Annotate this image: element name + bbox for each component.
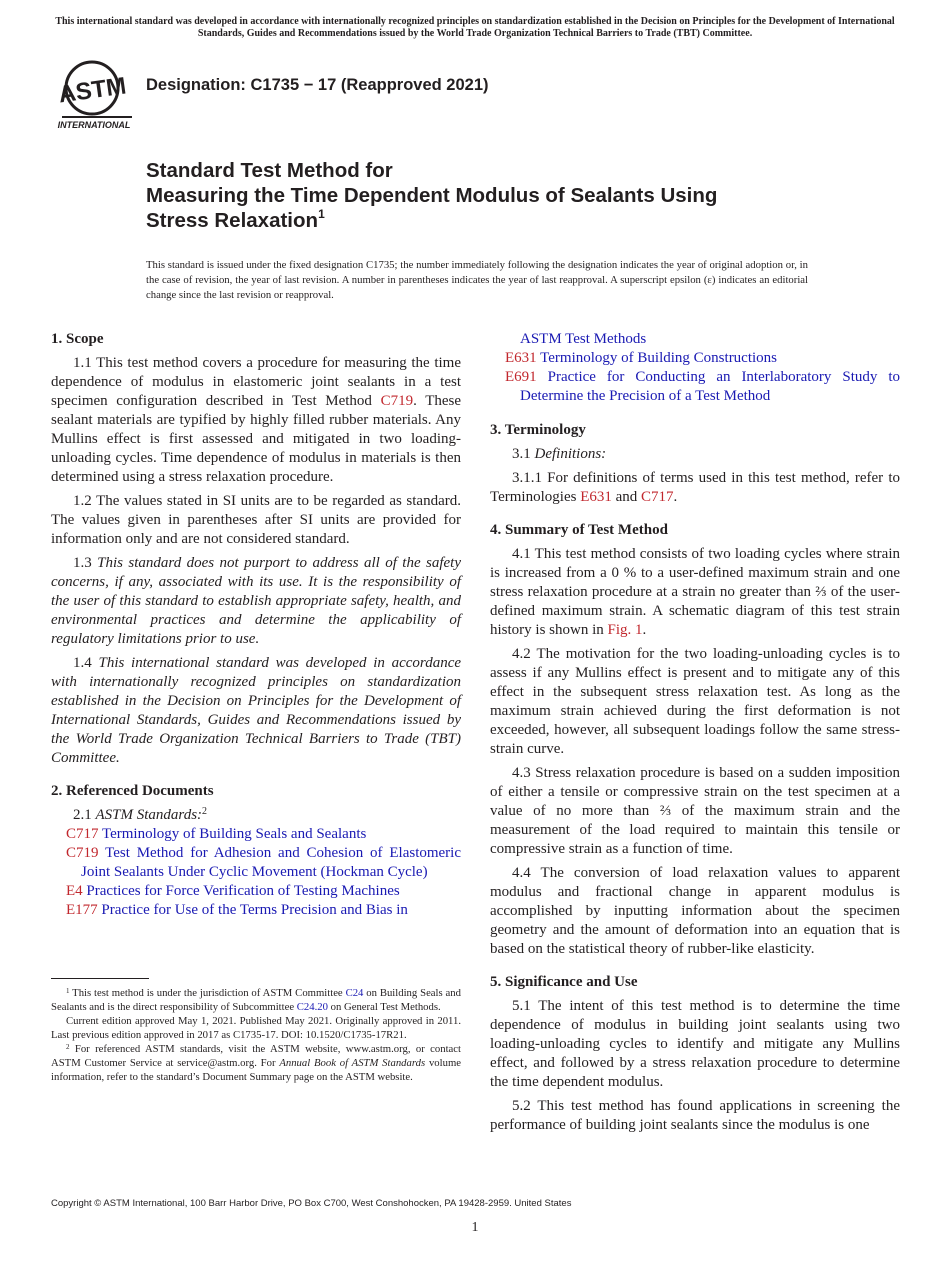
footnote-text: on General Test Methods.	[327, 1001, 441, 1013]
paragraph-text: This standard does not purport to address all of the safety concerns, if any, associated with its use. It is the responsibility of the user of this standard to establish appropriate safety, health, and environmental practices and determine the applicability of regulatory limitations prior to use.	[51, 555, 462, 647]
paragraph-3-1	[490, 445, 900, 464]
reference-list	[51, 825, 461, 920]
reference-code[interactable]: E177	[66, 902, 98, 918]
designation: Designation: C1735 − 17 (Reapproved 2021)	[146, 76, 489, 94]
tbt-notice: This international standard was developed in accordance with internationally recognized principles on standardization established in the Decision on Principles for the Development of International Standards, Guides and Recommendations issued by the World Trade Organization Technical Barriers to Trade (TBT) Committee.	[55, 16, 895, 39]
reference-item[interactable]	[51, 882, 461, 901]
paragraph-1-2: 1.2 The values stated in SI units are to be regarded as standard. The values given in parentheses after SI units are provided for information only and are not considered standard.	[51, 493, 461, 547]
copyright-line: Copyright © ASTM International, 100 Barr Harbor Drive, PO Box C700, West Conshohocken, PA 19428-2959. United States	[51, 1198, 572, 1209]
section-heading-referenced: 2. Referenced Documents	[51, 783, 214, 799]
reference-list-continued	[490, 330, 900, 406]
paragraph-text: ASTM Standards:	[95, 807, 203, 823]
paragraph-1-3	[51, 554, 461, 649]
paragraph-text: 3.1.1 For definitions of terms used in this test method, refer to Terminologies	[490, 470, 900, 505]
paragraph-number: 1.4	[73, 655, 99, 671]
document-title	[146, 158, 906, 233]
issuance-statement: This standard is issued under the fixed designation C1735; the number immediately following the designation indicates the year of original adoption or, in the case of revision, the year of last revision. A number in parentheses indicates the year of last reapproval. A superscript epsilon (ε) indicates an editorial change since the last revision or reapproval.	[146, 259, 808, 301]
reference-item[interactable]	[490, 368, 900, 406]
footnote-current-edition: Current edition approved May 1, 2021. Published May 2021. Originally approved in 2011. Last previous edition approved in 2017 as C1735-17. DOI: 10.1520/C1735-17R21.	[51, 1015, 461, 1041]
title-line-3-text: Stress Relaxation	[146, 209, 319, 232]
paragraph-text: . These sealant materials are typified by highly filled rubber materials. Any Mullins effect is first assessed and mitigated in two loading-unloading cycles. Time dependence of modulus in materials is then determined using a stress relaxation procedure.	[51, 393, 462, 485]
reference-item-continued[interactable]	[490, 330, 900, 349]
paragraph-text: 1.1 This test method covers a procedure for measuring the time dependence of modulus in elastomeric joint sealants in a test specimen configuration described in Test Method	[51, 355, 461, 409]
astm-logo	[54, 58, 134, 132]
footnotes	[51, 986, 461, 1084]
footnote-text: For referenced ASTM standards, visit the ASTM website, www.astm.org, or contact ASTM Customer Service at service@astm.org. For	[51, 1043, 461, 1069]
paragraph-4-2: 4.2 The motivation for the two loading-unloading cycles is to assess if any Mullins effect is present and to mitigate any of this effect in the subsequent stress relaxation test. As long as the maximum strain achieved during the first deformation is not exceeded, however, all subsequent loadings follow the same stress-strain curve.	[490, 646, 900, 757]
title-line-2: Measuring the Time Dependent Modulus of Sealants Using	[146, 184, 718, 207]
paragraph-number: 2.1	[73, 807, 96, 823]
footnote-mark-2[interactable]: 2	[202, 806, 208, 817]
reference-title[interactable]: Practices for Force Verification of Testing Machines	[86, 883, 400, 899]
paragraph-4-1	[490, 545, 900, 640]
paragraph-number: 1.3	[73, 555, 98, 571]
paragraph-1-4	[51, 654, 461, 768]
paragraph-1-1	[51, 354, 461, 487]
paragraph-text: .	[673, 489, 678, 505]
reference-code[interactable]: E631	[505, 350, 537, 366]
section-heading-terminology: 3. Terminology	[490, 422, 586, 438]
paragraph-text: and	[611, 489, 642, 505]
reference-title[interactable]: ASTM Test Methods	[520, 331, 647, 347]
footnote-text: volume information, refer to the standard’s Document Summary page on the ASTM website.	[51, 1057, 461, 1083]
svg-text:INTERNATIONAL: INTERNATIONAL	[57, 120, 131, 130]
title-line-3	[146, 208, 906, 233]
paragraph-number: 3.1	[512, 446, 535, 462]
paragraph-5-2: 5.2 This test method has found applications in screening the performance of building joint sealants since the modulus is one	[490, 1098, 900, 1133]
svg-text:ASTM: ASTM	[56, 72, 128, 109]
paragraph-text: This international standard was developed in accordance with internationally recognized principles on standardization established in the Decision on Principles for the Development of International Standards, Guides and Recommendations issued by the World Trade Organization Technical Barriers to Trade (TBT) Committee.	[51, 655, 462, 766]
reference-title[interactable]: Practice for Use of the Terms Precision and Bias in	[101, 902, 408, 918]
paragraph-3-1-1	[490, 469, 900, 507]
reference-item[interactable]	[51, 901, 461, 920]
reference-code[interactable]: C719	[66, 845, 99, 861]
link-fig-1[interactable]: Fig. 1	[607, 622, 643, 638]
paragraph-4-4: 4.4 The conversion of load relaxation values to apparent modulus and fractional change in apparent modulus is accomplished by inputting information about the specimen geometry and the amount of deformation into an equation that is based on the statistical theory of rubber-like elasticity.	[490, 865, 900, 957]
footnote-mark: 2	[66, 1043, 70, 1051]
link-c24-20[interactable]: C24.20	[296, 1001, 328, 1013]
link-c717[interactable]: C717	[641, 489, 674, 505]
reference-title[interactable]: Terminology of Building Seals and Sealants	[102, 826, 367, 842]
footnote-text: This test method is under the jurisdiction of ASTM Committee	[69, 987, 346, 999]
section-heading-summary: 4. Summary of Test Method	[490, 522, 668, 538]
footnote-text: on Building Seals and Sealants and is the direct responsibility of Subcommittee	[51, 987, 461, 1013]
footnote-mark: 1	[66, 987, 70, 995]
footnote-rule	[51, 978, 149, 979]
reference-item[interactable]	[490, 349, 900, 368]
footnote-text-italic: Annual Book of ASTM Standards	[279, 1057, 426, 1069]
right-column	[490, 330, 900, 1140]
reference-code[interactable]: E691	[505, 369, 537, 385]
footnote-2	[51, 1042, 461, 1084]
footnote-1	[51, 986, 461, 1014]
reference-code[interactable]: E4	[66, 883, 83, 899]
title-line-1: Standard Test Method for	[146, 159, 393, 182]
section-heading-significance: 5. Significance and Use	[490, 974, 638, 990]
link-c24[interactable]: C24	[345, 987, 364, 999]
paragraph-4-3: 4.3 Stress relaxation procedure is based on a sudden imposition of either a tensile or compressive strain on the test specimen at a value of no more than ⅔ of the maximum strain and the measurement of the load required to maintain this tensile or compressive strain as a function of time.	[490, 765, 900, 857]
title-footnote-mark[interactable]: 1	[318, 207, 325, 221]
reference-code[interactable]: C717	[66, 826, 99, 842]
paragraph-5-1: 5.1 The intent of this test method is to determine the time dependence of modulus in building joint sealants using two loading-unloading cycles to identify and mitigate any Mullins effect, and followed by a stress relaxation procedure to determine the time dependent modulus.	[490, 998, 900, 1090]
paragraph-text: Definitions:	[534, 446, 607, 462]
reference-title[interactable]: Practice for Conducting an Interlaboratory Study to Determine the Precision of a Test Method	[520, 369, 900, 404]
paragraph-text: 4.1 This test method consists of two loading cycles where strain is increased from a 0 % to a user-defined maximum strain and one stress relaxation procedure at a strain no greater than ⅔ of the user-defined maximum strain. A schematic diagram of this test strain history is shown in	[490, 546, 900, 638]
paragraph-text: .	[642, 622, 647, 638]
reference-title[interactable]: Test Method for Adhesion and Cohesion of Elastomeric Joint Sealants Under Cyclic Movement (Hockman Cycle)	[81, 845, 462, 880]
link-c719[interactable]: C719	[380, 393, 414, 409]
reference-item[interactable]	[51, 844, 461, 882]
link-e631[interactable]: E631	[580, 489, 612, 505]
paragraph-2-1	[51, 806, 461, 825]
reference-title[interactable]: Terminology of Building Constructions	[540, 350, 778, 366]
left-column	[51, 330, 461, 929]
page-number: 1	[471, 1220, 479, 1235]
reference-item[interactable]	[51, 825, 461, 844]
section-heading-scope: 1. Scope	[51, 331, 104, 347]
